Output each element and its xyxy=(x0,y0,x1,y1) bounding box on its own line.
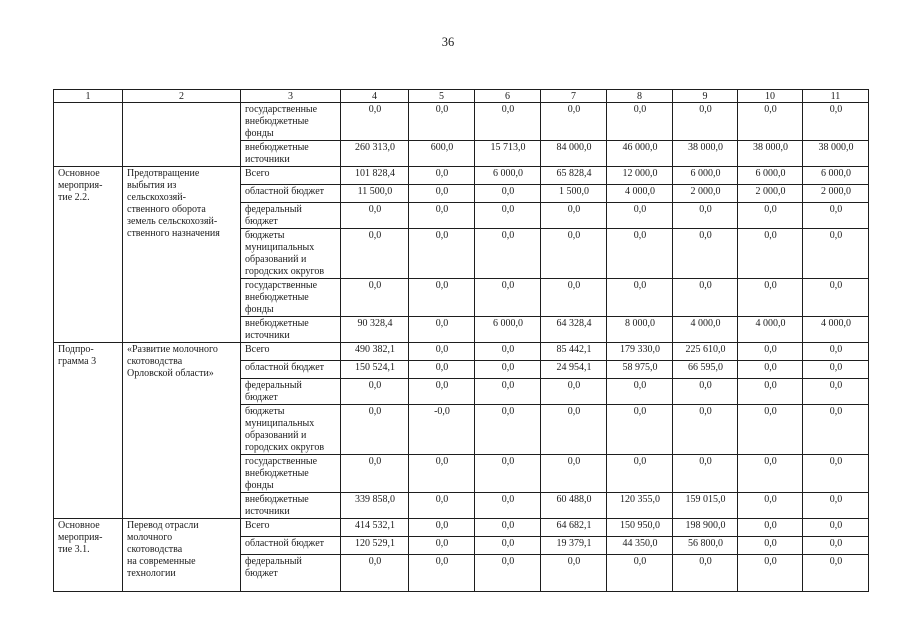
column-number-header: 6 xyxy=(475,90,541,103)
amount-cell: 84 000,0 xyxy=(541,141,607,167)
table-row xyxy=(54,343,869,361)
amount-cell: 0,0 xyxy=(475,555,541,592)
amount-cell: 0,0 xyxy=(409,493,475,519)
amount-cell: 2 000,0 xyxy=(738,185,803,203)
amount-cell: 6 000,0 xyxy=(673,167,738,185)
amount-cell: 159 015,0 xyxy=(673,493,738,519)
amount-cell: 0,0 xyxy=(803,455,869,493)
funding-source-cell: областной бюджет xyxy=(241,361,341,379)
amount-cell: 0,0 xyxy=(607,405,673,455)
amount-cell: 0,0 xyxy=(475,203,541,229)
amount-cell: 0,0 xyxy=(409,455,475,493)
amount-cell: 0,0 xyxy=(738,555,803,592)
amount-cell: 0,0 xyxy=(475,229,541,279)
amount-cell: 0,0 xyxy=(738,343,803,361)
amount-cell: 6 000,0 xyxy=(738,167,803,185)
column-number-header: 7 xyxy=(541,90,607,103)
amount-cell: 0,0 xyxy=(607,555,673,592)
amount-cell: 0,0 xyxy=(541,279,607,317)
amount-cell: 260 313,0 xyxy=(341,141,409,167)
amount-cell: 0,0 xyxy=(475,537,541,555)
amount-cell: 490 382,1 xyxy=(341,343,409,361)
amount-cell: 0,0 xyxy=(541,229,607,279)
amount-cell: 0,0 xyxy=(409,519,475,537)
amount-cell: 85 442,1 xyxy=(541,343,607,361)
amount-cell: 0,0 xyxy=(475,379,541,405)
amount-cell: 38 000,0 xyxy=(673,141,738,167)
amount-cell: 0,0 xyxy=(341,405,409,455)
funding-source-cell: бюджеты муниципальных образований и городских округов xyxy=(241,405,341,455)
funding-source-cell: государственные внебюджетные фонды xyxy=(241,279,341,317)
amount-cell: 0,0 xyxy=(803,203,869,229)
column-number-header: 2 xyxy=(123,90,241,103)
amount-cell: 0,0 xyxy=(803,343,869,361)
funding-source-cell: федеральный бюджет xyxy=(241,203,341,229)
amount-cell: 0,0 xyxy=(409,361,475,379)
amount-cell: 0,0 xyxy=(673,455,738,493)
amount-cell: 4 000,0 xyxy=(673,317,738,343)
amount-cell: 2 000,0 xyxy=(803,185,869,203)
funding-source-cell: федеральный бюджет xyxy=(241,379,341,405)
amount-cell: 38 000,0 xyxy=(803,141,869,167)
funding-source-cell: государственные внебюджетные фонды xyxy=(241,455,341,493)
amount-cell: 0,0 xyxy=(475,185,541,203)
amount-cell: 0,0 xyxy=(409,103,475,141)
funding-source-cell: Всего xyxy=(241,167,341,185)
amount-cell: 64 682,1 xyxy=(541,519,607,537)
amount-cell: 0,0 xyxy=(475,519,541,537)
program-code-cell: Основное мероприя- тие 3.1. xyxy=(54,519,123,592)
amount-cell: 198 900,0 xyxy=(673,519,738,537)
amount-cell: 0,0 xyxy=(738,361,803,379)
amount-cell: 8 000,0 xyxy=(607,317,673,343)
column-number-header: 9 xyxy=(673,90,738,103)
amount-cell: 0,0 xyxy=(341,103,409,141)
amount-cell: 0,0 xyxy=(738,229,803,279)
amount-cell: 0,0 xyxy=(673,203,738,229)
budget-table xyxy=(53,89,869,592)
amount-cell: 0,0 xyxy=(803,519,869,537)
amount-cell: 0,0 xyxy=(803,537,869,555)
amount-cell: 0,0 xyxy=(803,103,869,141)
amount-cell: 0,0 xyxy=(803,379,869,405)
amount-cell: 414 532,1 xyxy=(341,519,409,537)
amount-cell: 150 950,0 xyxy=(607,519,673,537)
amount-cell: 150 524,1 xyxy=(341,361,409,379)
amount-cell: 0,0 xyxy=(541,405,607,455)
amount-cell: 0,0 xyxy=(475,405,541,455)
funding-source-cell: внебюджетные источники xyxy=(241,141,341,167)
amount-cell: 2 000,0 xyxy=(673,185,738,203)
amount-cell: 0,0 xyxy=(803,405,869,455)
amount-cell: 0,0 xyxy=(607,455,673,493)
amount-cell: 0,0 xyxy=(409,555,475,592)
amount-cell: 225 610,0 xyxy=(673,343,738,361)
amount-cell: 0,0 xyxy=(409,279,475,317)
amount-cell: 6 000,0 xyxy=(475,317,541,343)
funding-source-cell: внебюджетные источники xyxy=(241,317,341,343)
page-number: 36 xyxy=(441,35,455,49)
amount-cell: 120 355,0 xyxy=(607,493,673,519)
column-number-header: 8 xyxy=(607,90,673,103)
amount-cell: 0,0 xyxy=(409,317,475,343)
amount-cell: 0,0 xyxy=(541,455,607,493)
amount-cell: 60 488,0 xyxy=(541,493,607,519)
amount-cell: 0,0 xyxy=(738,379,803,405)
funding-source-cell: Всего xyxy=(241,343,341,361)
amount-cell: 0,0 xyxy=(738,519,803,537)
table-header xyxy=(54,90,869,103)
amount-cell: 0,0 xyxy=(475,279,541,317)
amount-cell: 0,0 xyxy=(803,361,869,379)
amount-cell: 0,0 xyxy=(738,203,803,229)
amount-cell: 101 828,4 xyxy=(341,167,409,185)
table-row xyxy=(54,103,869,141)
amount-cell: 0,0 xyxy=(607,203,673,229)
amount-cell: 0,0 xyxy=(738,405,803,455)
header-row xyxy=(54,90,869,103)
column-number-header: 10 xyxy=(738,90,803,103)
amount-cell: 0,0 xyxy=(409,537,475,555)
funding-source-cell: государственные внебюджетные фонды xyxy=(241,103,341,141)
amount-cell: 19 379,1 xyxy=(541,537,607,555)
amount-cell: 4 000,0 xyxy=(607,185,673,203)
column-number-header: 3 xyxy=(241,90,341,103)
amount-cell: 12 000,0 xyxy=(607,167,673,185)
amount-cell: 120 529,1 xyxy=(341,537,409,555)
amount-cell: 6 000,0 xyxy=(475,167,541,185)
program-code-cell xyxy=(54,103,123,167)
amount-cell: 0,0 xyxy=(409,203,475,229)
amount-cell: 0,0 xyxy=(607,229,673,279)
amount-cell: 0,0 xyxy=(341,229,409,279)
amount-cell: 44 350,0 xyxy=(607,537,673,555)
amount-cell: 15 713,0 xyxy=(475,141,541,167)
amount-cell: 0,0 xyxy=(738,279,803,317)
amount-cell: 64 328,4 xyxy=(541,317,607,343)
amount-cell: 0,0 xyxy=(607,103,673,141)
column-number-header: 5 xyxy=(409,90,475,103)
amount-cell: 179 330,0 xyxy=(607,343,673,361)
amount-cell: 0,0 xyxy=(803,279,869,317)
amount-cell: 0,0 xyxy=(475,455,541,493)
amount-cell: 0,0 xyxy=(738,455,803,493)
table-row xyxy=(54,519,869,537)
funding-source-cell: федеральный бюджет xyxy=(241,555,341,592)
amount-cell: 339 858,0 xyxy=(341,493,409,519)
amount-cell: 0,0 xyxy=(803,493,869,519)
table-row xyxy=(54,167,869,185)
amount-cell: 11 500,0 xyxy=(341,185,409,203)
amount-cell: 0,0 xyxy=(738,103,803,141)
amount-cell: 56 800,0 xyxy=(673,537,738,555)
amount-cell: 24 954,1 xyxy=(541,361,607,379)
amount-cell: 0,0 xyxy=(673,279,738,317)
amount-cell: 4 000,0 xyxy=(738,317,803,343)
amount-cell: 4 000,0 xyxy=(803,317,869,343)
amount-cell: 0,0 xyxy=(803,229,869,279)
amount-cell: 0,0 xyxy=(409,185,475,203)
program-code-cell: Основное мероприя- тие 2.2. xyxy=(54,167,123,343)
amount-cell: 0,0 xyxy=(475,493,541,519)
amount-cell: 0,0 xyxy=(341,555,409,592)
amount-cell: 0,0 xyxy=(607,379,673,405)
program-title-cell xyxy=(123,103,241,167)
amount-cell: 0,0 xyxy=(738,493,803,519)
column-number-header: 1 xyxy=(54,90,123,103)
funding-source-cell: бюджеты муниципальных образований и городских округов xyxy=(241,229,341,279)
amount-cell: 0,0 xyxy=(475,103,541,141)
amount-cell: 38 000,0 xyxy=(738,141,803,167)
amount-cell: 0,0 xyxy=(341,279,409,317)
amount-cell: 46 000,0 xyxy=(607,141,673,167)
amount-cell: 0,0 xyxy=(541,555,607,592)
amount-cell: 66 595,0 xyxy=(673,361,738,379)
amount-cell: 6 000,0 xyxy=(803,167,869,185)
funding-source-cell: областной бюджет xyxy=(241,185,341,203)
amount-cell: 0,0 xyxy=(673,229,738,279)
amount-cell: 0,0 xyxy=(409,167,475,185)
program-title-cell: «Развитие молочного скотоводства Орловской области» xyxy=(123,343,241,519)
program-code-cell: Подпро- грамма 3 xyxy=(54,343,123,519)
amount-cell: 0,0 xyxy=(673,555,738,592)
amount-cell: 600,0 xyxy=(409,141,475,167)
amount-cell: 0,0 xyxy=(541,203,607,229)
table-body xyxy=(54,103,869,592)
amount-cell: 90 328,4 xyxy=(341,317,409,343)
amount-cell: 0,0 xyxy=(409,343,475,361)
amount-cell: 0,0 xyxy=(673,405,738,455)
amount-cell: 0,0 xyxy=(341,379,409,405)
amount-cell: 65 828,4 xyxy=(541,167,607,185)
amount-cell: -0,0 xyxy=(409,405,475,455)
amount-cell: 0,0 xyxy=(673,379,738,405)
program-title-cell: Предотвращение выбытия из сельскохозяй- ственного оборота земель сельскохозяй- ственного назначения xyxy=(123,167,241,343)
amount-cell: 0,0 xyxy=(341,455,409,493)
amount-cell: 0,0 xyxy=(541,103,607,141)
funding-source-cell: внебюджетные источники xyxy=(241,493,341,519)
amount-cell: 0,0 xyxy=(673,103,738,141)
amount-cell: 0,0 xyxy=(738,537,803,555)
amount-cell: 0,0 xyxy=(409,229,475,279)
column-number-header: 4 xyxy=(341,90,409,103)
amount-cell: 0,0 xyxy=(541,379,607,405)
amount-cell: 0,0 xyxy=(803,555,869,592)
amount-cell: 0,0 xyxy=(409,379,475,405)
amount-cell: 0,0 xyxy=(607,279,673,317)
amount-cell: 0,0 xyxy=(475,361,541,379)
column-number-header: 11 xyxy=(803,90,869,103)
funding-source-cell: Всего xyxy=(241,519,341,537)
amount-cell: 58 975,0 xyxy=(607,361,673,379)
program-title-cell: Перевод отрасли молочного скотоводства на современные технологии xyxy=(123,519,241,592)
amount-cell: 0,0 xyxy=(475,343,541,361)
funding-source-cell: областной бюджет xyxy=(241,537,341,555)
amount-cell: 1 500,0 xyxy=(541,185,607,203)
amount-cell: 0,0 xyxy=(341,203,409,229)
